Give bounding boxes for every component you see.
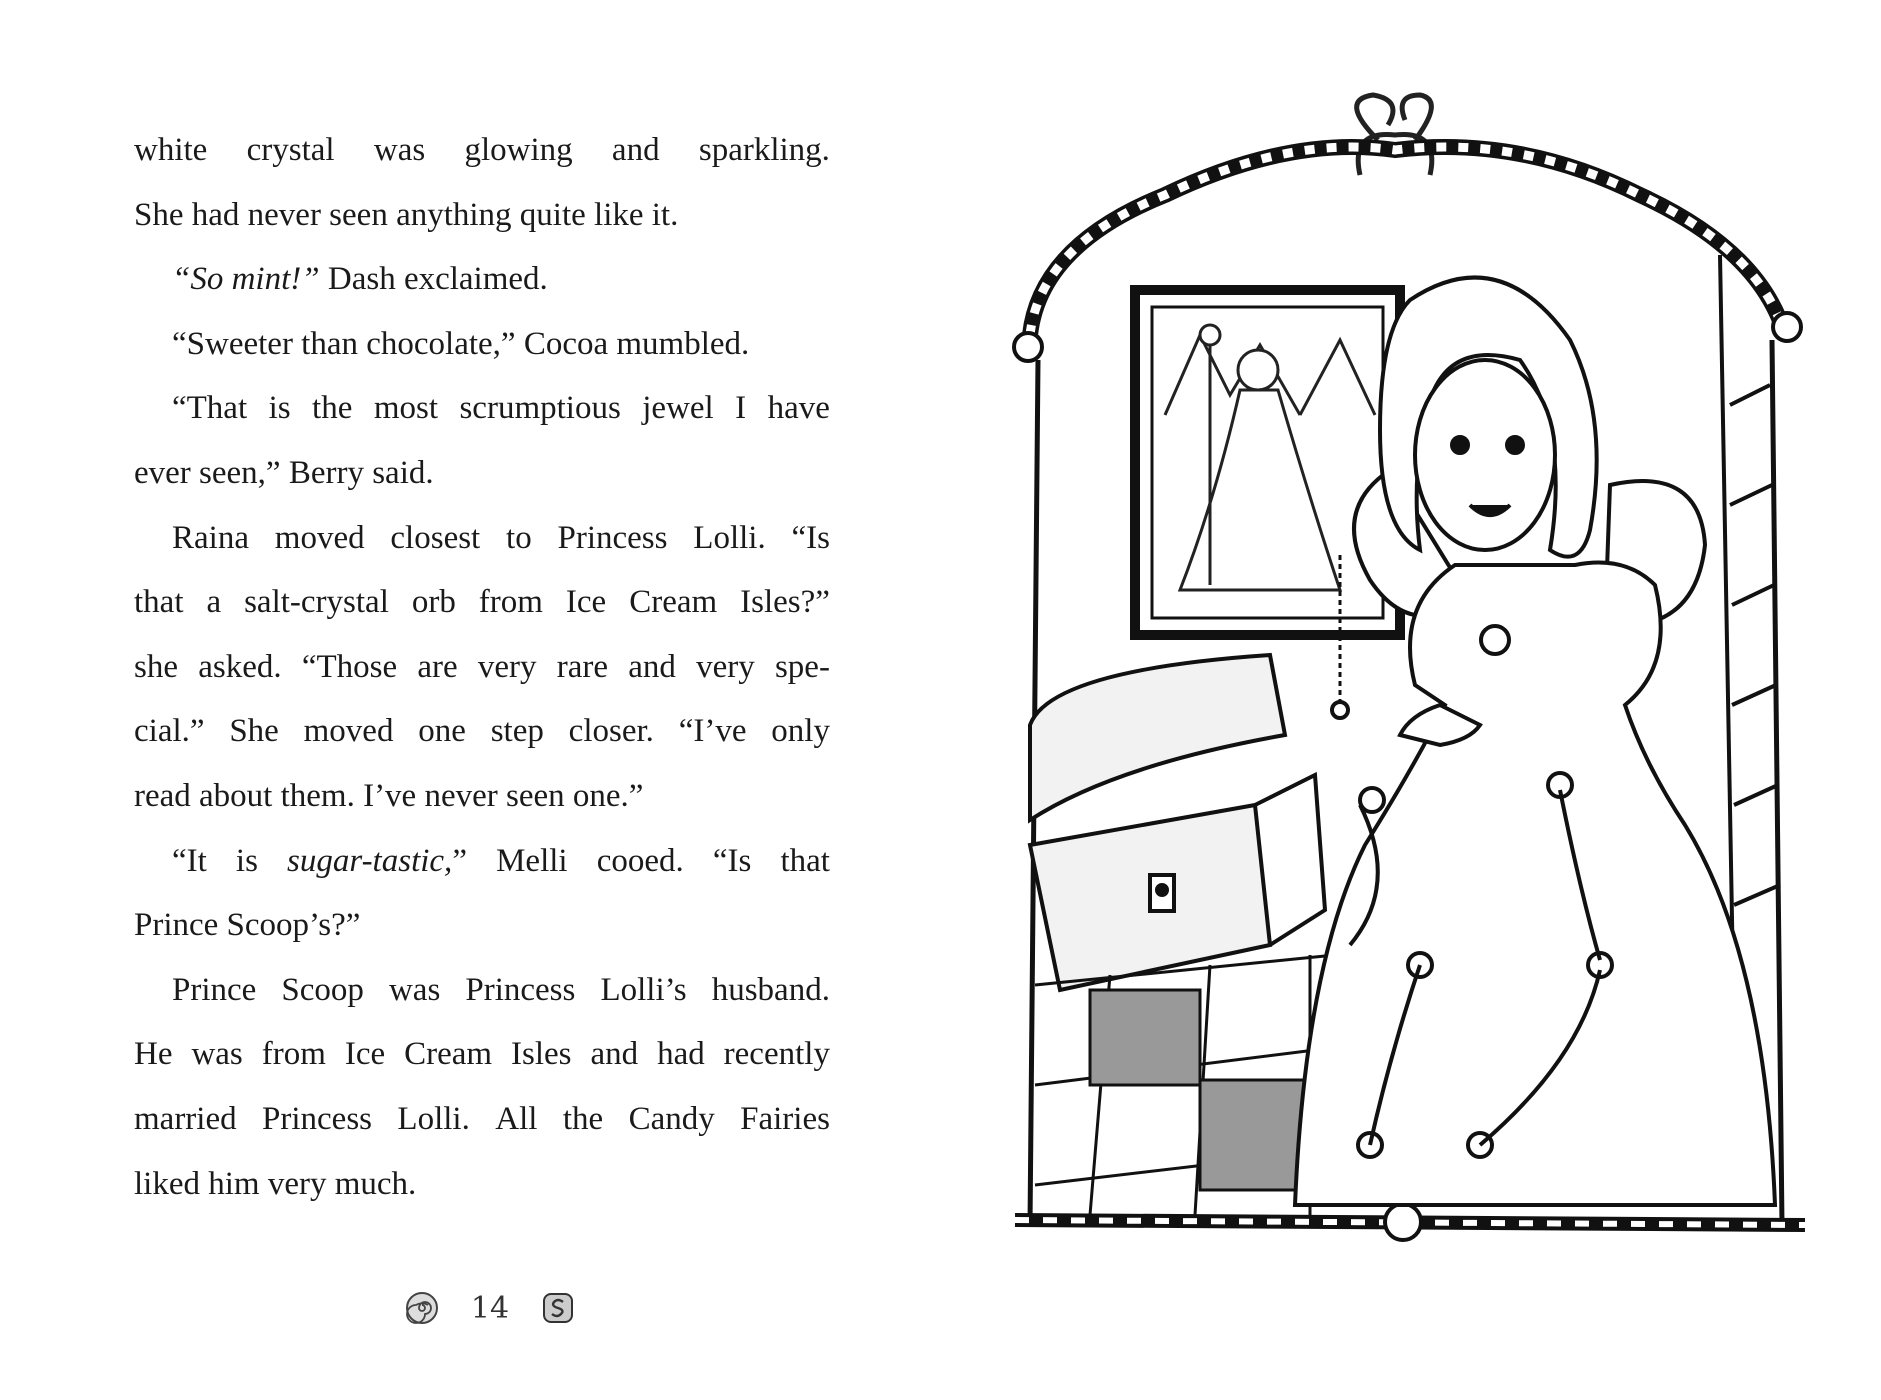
word: “I’ve <box>678 713 747 750</box>
word: was <box>388 971 441 1008</box>
word: moved <box>274 519 365 556</box>
quote-mark: ” <box>452 842 467 879</box>
word: “It <box>172 842 207 879</box>
body-text <box>134 118 830 1216</box>
word: step <box>490 713 544 750</box>
word: jewel <box>642 390 714 427</box>
word: was <box>373 132 426 168</box>
word: I <box>735 390 747 427</box>
text-line-3-rest: Dash exclaimed. <box>319 261 548 298</box>
word: and <box>628 648 676 685</box>
word: Prince <box>172 971 257 1008</box>
word: He <box>134 1036 173 1073</box>
text-line-13: Prince Scoop’s?” <box>134 907 361 944</box>
emphasis-sugar-tastic: sugar-tastic, <box>287 842 453 879</box>
word: orb <box>411 584 456 621</box>
word: crystal <box>246 132 335 168</box>
text-line-7 <box>134 506 830 571</box>
word: the <box>312 390 353 427</box>
word: recently <box>723 1036 830 1073</box>
word: “Is <box>712 842 752 879</box>
word: “Is <box>791 519 830 556</box>
word: Isles?” <box>740 584 830 621</box>
word: “That <box>172 390 248 427</box>
text-line-11: read about them. I’ve never seen one.” <box>134 777 644 814</box>
word: scrumptious <box>459 390 621 427</box>
word: a <box>206 584 222 621</box>
word: Raina <box>172 519 249 556</box>
word: Princess <box>557 519 668 556</box>
word: All <box>495 1100 538 1137</box>
word: only <box>771 713 830 750</box>
word: closer. <box>568 713 654 750</box>
text-line-5 <box>134 376 830 441</box>
frame-knob-right <box>1773 313 1801 341</box>
word: from <box>261 1036 326 1073</box>
word: rare <box>556 648 608 685</box>
word: is <box>268 390 291 427</box>
word: Lolli’s <box>600 971 687 1008</box>
word: and <box>611 132 660 168</box>
word: Cream <box>404 1036 493 1073</box>
word: sparkling. <box>698 132 830 168</box>
word: is <box>235 842 258 879</box>
text-line-14 <box>134 958 830 1023</box>
text-line-12 <box>134 829 830 894</box>
word: Candy <box>628 1100 715 1137</box>
text-line-8 <box>134 570 830 635</box>
word: Isles <box>511 1036 572 1073</box>
word: husband. <box>711 971 830 1008</box>
word: most <box>373 390 439 427</box>
page-number: 14 <box>470 1290 510 1326</box>
word: glowing <box>464 132 573 168</box>
candy-square-icon <box>541 1291 575 1325</box>
text-line-17: liked him very much. <box>134 1165 417 1202</box>
word: had <box>657 1036 705 1073</box>
word: Princess <box>262 1100 373 1137</box>
word: have <box>767 390 830 427</box>
word: Lolli. <box>397 1100 470 1137</box>
word: Melli <box>496 842 568 879</box>
word: that <box>134 584 184 621</box>
word: one <box>418 713 466 750</box>
text-line-1 <box>134 118 830 183</box>
frame-knob-left <box>1014 333 1042 361</box>
word: white <box>134 132 208 168</box>
swirl-lollipop-icon <box>405 1291 439 1325</box>
word: cial.” <box>134 713 205 750</box>
word: Lolli. <box>693 519 766 556</box>
word: Cream <box>629 584 718 621</box>
word: moved <box>303 713 394 750</box>
text-line-2: She had never seen anything quite like it. <box>134 196 679 233</box>
emphasis-so-mint: “So mint!” <box>172 261 320 298</box>
scroll-ornament <box>1357 95 1432 175</box>
word: married <box>134 1100 237 1137</box>
wall-portrait <box>1135 290 1400 635</box>
word: was <box>191 1036 243 1073</box>
word: from <box>478 584 543 621</box>
word: she <box>134 648 178 685</box>
word: cooed. <box>596 842 684 879</box>
word: the <box>562 1100 604 1137</box>
fairy-princess-illustration <box>1000 85 1820 1275</box>
text-line-6: ever seen,” Berry said. <box>134 454 434 491</box>
word: “Those <box>301 648 398 685</box>
text-line-4: “Sweeter than chocolate,” Cocoa mumbled. <box>172 325 750 362</box>
word: Scoop <box>281 971 364 1008</box>
word: very <box>477 648 537 685</box>
word: spe- <box>774 648 830 685</box>
text-line-16 <box>134 1087 830 1152</box>
word: salt-crystal <box>244 584 389 621</box>
word: and <box>590 1036 639 1073</box>
text-line-3 <box>134 247 830 312</box>
treasure-chest <box>1030 655 1325 990</box>
word: Ice <box>344 1036 386 1073</box>
text-line-9 <box>134 635 830 700</box>
word: asked. <box>198 648 282 685</box>
page-folio <box>405 1283 575 1333</box>
word: to <box>506 519 532 556</box>
word: Princess <box>465 971 576 1008</box>
word: She <box>229 713 279 750</box>
text-line-15 <box>134 1022 830 1087</box>
word: Fairies <box>740 1100 830 1137</box>
text-line-10 <box>134 699 830 764</box>
word-emphasis <box>287 829 467 894</box>
word: Ice <box>565 584 607 621</box>
word: closest <box>390 519 481 556</box>
word: that <box>780 842 830 879</box>
word: are <box>417 648 458 685</box>
word: very <box>696 648 755 685</box>
